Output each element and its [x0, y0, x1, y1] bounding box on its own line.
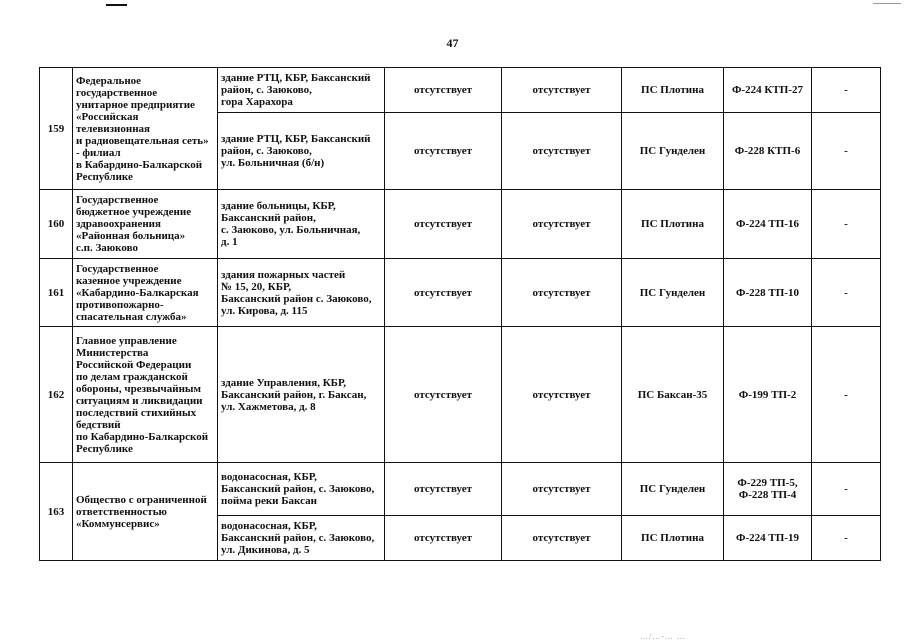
status-cell: отсутствует	[385, 327, 502, 463]
organization-cell: Федеральное государственное унитарное предприятие «Российская телевизионная и радиовещательная сеть» - филиал в Кабардино-Балкарской Республике	[73, 68, 218, 190]
substation-cell: ПС Плотина	[622, 68, 724, 113]
status-cell: отсутствует	[502, 190, 622, 259]
substation-cell: ПС Гунделен	[622, 463, 724, 516]
row-number: 160	[40, 190, 73, 259]
last-cell: -	[812, 113, 881, 190]
status-cell: отсутствует	[385, 68, 502, 113]
row-number: 161	[40, 259, 73, 327]
object-cell: здание больницы, КБР, Баксанский район, с. Заюково, ул. Больничная, д. 1	[218, 190, 385, 259]
last-cell: -	[812, 259, 881, 327]
status-cell: отсутствует	[385, 259, 502, 327]
status-cell: отсутствует	[385, 190, 502, 259]
last-cell: -	[812, 516, 881, 561]
object-cell: здание Управления, КБР, Баксанский район, г. Баксан, ул. Хажметова, д. 8	[218, 327, 385, 463]
status-cell: отсутствует	[502, 327, 622, 463]
status-cell: отсутствует	[502, 113, 622, 190]
substation-cell: ПС Плотина	[622, 190, 724, 259]
status-cell: отсутствует	[502, 68, 622, 113]
bottom-mark: …/…-… …	[640, 632, 686, 641]
status-cell: отсутствует	[502, 516, 622, 561]
feeder-cell: Ф-224 ТП-19	[724, 516, 812, 561]
objects-table	[39, 67, 881, 561]
object-cell: здания пожарных частей № 15, 20, КБР, Баксанский район с. Заюково, ул. Кирова, д. 115	[218, 259, 385, 327]
object-cell: здание РТЦ, КБР, Баксанский район, с. Заюково, гора Харахора	[218, 68, 385, 113]
object-cell: водонасосная, КБР, Баксанский район, с. Заюково, пойма реки Баксан	[218, 463, 385, 516]
substation-cell: ПС Плотина	[622, 516, 724, 561]
status-cell: отсутствует	[502, 463, 622, 516]
feeder-cell: Ф-228 КТП-6	[724, 113, 812, 190]
status-cell: отсутствует	[502, 259, 622, 327]
last-cell: -	[812, 68, 881, 113]
table-row	[40, 259, 881, 327]
status-cell: отсутствует	[385, 113, 502, 190]
last-cell: -	[812, 327, 881, 463]
feeder-cell: Ф-199 ТП-2	[724, 327, 812, 463]
feeder-cell: Ф-224 КТП-27	[724, 68, 812, 113]
table-row	[40, 190, 881, 259]
organization-cell: Государственное бюджетное учреждение здравоохранения «Районная больница» с.п. Заюково	[73, 190, 218, 259]
row-number: 163	[40, 463, 73, 561]
substation-cell: ПС Гунделен	[622, 113, 724, 190]
top-right-dash	[873, 3, 901, 4]
substation-cell: ПС Баксан-35	[622, 327, 724, 463]
feeder-cell: Ф-228 ТП-10	[724, 259, 812, 327]
organization-cell: Государственное казенное учреждение «Кабардино-Балкарская противопожарно- спасательная служба»	[73, 259, 218, 327]
object-cell: здание РТЦ, КБР, Баксанский район, с. Заюково, ул. Больничная (б/н)	[218, 113, 385, 190]
row-number: 162	[40, 327, 73, 463]
table-row	[40, 463, 881, 516]
table-row	[40, 68, 881, 113]
table-row	[40, 327, 881, 463]
last-cell: -	[812, 190, 881, 259]
status-cell: отсутствует	[385, 516, 502, 561]
row-number: 159	[40, 68, 73, 190]
page-number: 47	[446, 36, 459, 50]
top-left-dash	[106, 4, 127, 6]
organization-cell: Главное управление Министерства Российской Федерации по делам гражданской обороны, чрезвычайным ситуациям и ликвидации последствий стихийных бедствий по Кабардино-Балкарской Республике	[73, 327, 218, 463]
status-cell: отсутствует	[385, 463, 502, 516]
substation-cell: ПС Гунделен	[622, 259, 724, 327]
organization-cell: Общество с ограниченной ответственностью «Коммунсервис»	[73, 463, 218, 561]
feeder-cell: Ф-229 ТП-5, Ф-228 ТП-4	[724, 463, 812, 516]
object-cell: водонасосная, КБР, Баксанский район, с. Заюково, ул. Дикинова, д. 5	[218, 516, 385, 561]
last-cell: -	[812, 463, 881, 516]
feeder-cell: Ф-224 ТП-16	[724, 190, 812, 259]
